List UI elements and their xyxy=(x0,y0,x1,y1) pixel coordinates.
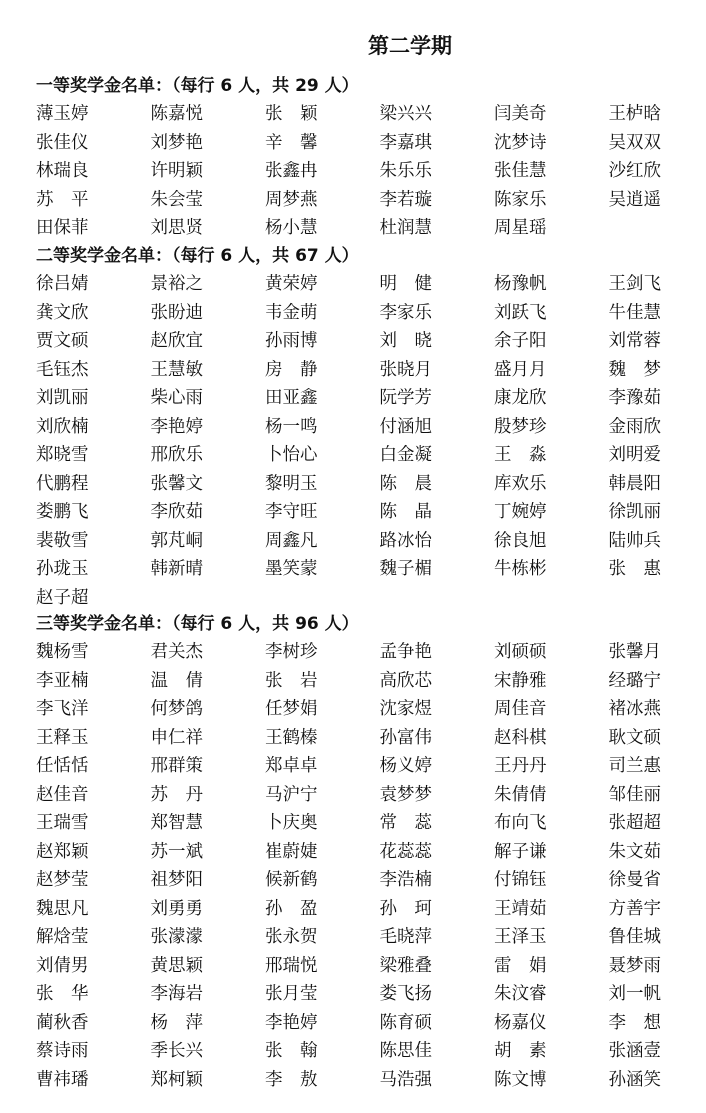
student-name: 闫美奇 xyxy=(494,104,547,124)
student-name: 宋静雅 xyxy=(494,670,547,691)
student-name: 丁婉婷 xyxy=(494,502,547,522)
student-name: 柴心雨 xyxy=(150,388,203,408)
name-row xyxy=(36,356,706,385)
section-second-prize xyxy=(36,242,706,612)
student-name: 袁梦梦 xyxy=(379,784,432,805)
student-name: 张永贺 xyxy=(265,927,318,947)
student-name: 赵郑颖 xyxy=(36,841,89,862)
student-name: 沈梦诗 xyxy=(494,132,547,153)
student-name: 付锦钰 xyxy=(494,870,547,890)
student-name: 吴逍遥 xyxy=(608,189,661,210)
student-name: 李若璇 xyxy=(379,189,432,210)
student-name: 方善宇 xyxy=(608,898,661,919)
name-row xyxy=(36,584,706,613)
student-name: 温 倩 xyxy=(150,670,203,691)
student-name: 韦金萌 xyxy=(265,302,318,323)
student-name: 朱文茹 xyxy=(608,841,661,862)
student-name: 沈家煜 xyxy=(379,699,432,719)
student-name: 朱倩倩 xyxy=(494,784,547,805)
student-name: 裴敬雪 xyxy=(36,530,89,551)
student-name: 曹祎璠 xyxy=(36,1069,89,1090)
student-name: 张 华 xyxy=(36,984,89,1004)
student-name: 杨 萍 xyxy=(150,1012,203,1033)
name-row xyxy=(36,214,706,243)
student-name: 李树珍 xyxy=(265,642,318,662)
student-name: 李浩楠 xyxy=(379,870,432,890)
student-name: 黄思颖 xyxy=(150,955,203,976)
student-name: 刘欣楠 xyxy=(36,416,89,437)
student-name: 邢欣乐 xyxy=(150,445,203,465)
name-list xyxy=(36,638,706,1094)
student-name: 王鹤榛 xyxy=(265,727,318,748)
student-name: 郭芃峒 xyxy=(150,530,203,551)
student-name: 苏一斌 xyxy=(150,841,203,862)
student-name: 魏子楣 xyxy=(379,559,432,579)
student-name: 田保菲 xyxy=(36,218,89,238)
student-name: 苏 平 xyxy=(36,189,89,210)
name-row xyxy=(36,413,706,442)
page-title: 第二学期 xyxy=(368,34,452,58)
student-name: 张 惠 xyxy=(608,559,661,579)
student-name: 杨小慧 xyxy=(265,218,318,238)
name-row xyxy=(36,299,706,328)
student-name: 君关杰 xyxy=(150,642,203,662)
name-row xyxy=(36,1066,706,1095)
student-name: 蔡诗雨 xyxy=(36,1041,89,1061)
student-name: 娄鹏飞 xyxy=(36,502,89,522)
student-name: 褚冰燕 xyxy=(608,699,661,719)
student-name: 马浩强 xyxy=(379,1069,432,1090)
student-name: 王瑞雪 xyxy=(36,813,89,833)
student-name: 沙红欣 xyxy=(608,161,661,181)
student-name: 殷梦珍 xyxy=(494,416,547,437)
student-name: 王泽玉 xyxy=(494,927,547,947)
student-name: 邹佳丽 xyxy=(608,784,661,805)
student-name: 邢群策 xyxy=(150,756,203,776)
section-heading: 二等奖学金名单：（每行 6 人，共 67 人） xyxy=(36,246,359,266)
student-name: 景裕之 xyxy=(150,274,203,294)
student-name: 刘梦艳 xyxy=(150,132,203,153)
student-name: 余子阳 xyxy=(494,331,547,351)
student-name: 付涵旭 xyxy=(379,416,432,437)
student-name: 祖梦阳 xyxy=(150,870,203,890)
student-name: 孙富伟 xyxy=(379,727,432,748)
student-name: 张 翰 xyxy=(265,1041,318,1061)
student-name: 刘硕硕 xyxy=(494,642,547,662)
student-name: 李家乐 xyxy=(379,302,432,323)
student-name: 郑智慧 xyxy=(150,813,203,833)
student-name: 王慧敏 xyxy=(150,359,203,380)
student-name: 黄荣婷 xyxy=(265,274,318,294)
student-name: 王丹丹 xyxy=(494,756,547,776)
student-name: 龚文欣 xyxy=(36,302,89,323)
student-name: 张馨月 xyxy=(608,642,661,662)
student-name: 孙 珂 xyxy=(379,898,432,919)
student-name: 刘一帆 xyxy=(608,984,661,1004)
student-name: 盛月月 xyxy=(494,359,547,380)
student-name: 刘勇勇 xyxy=(150,898,203,919)
student-name: 陈文博 xyxy=(494,1069,547,1090)
student-name: 张 岩 xyxy=(265,670,318,691)
student-name: 郑卓卓 xyxy=(265,756,318,776)
student-name: 蔺秋香 xyxy=(36,1012,89,1033)
student-name: 朱汶睿 xyxy=(494,984,547,1004)
section-heading: 三等奖学金名单：（每行 6 人，共 96 人） xyxy=(36,614,359,634)
section-first-prize xyxy=(36,72,706,243)
student-name: 花蕊蕊 xyxy=(379,841,432,862)
student-name: 毛晓萍 xyxy=(379,927,432,947)
student-name: 张月莹 xyxy=(265,984,318,1004)
student-name: 许明颖 xyxy=(150,161,203,181)
name-row xyxy=(36,923,706,952)
student-name: 王剑飞 xyxy=(608,274,661,294)
student-name: 梁雅叠 xyxy=(379,955,432,976)
student-name: 张涵壹 xyxy=(608,1041,661,1061)
student-name: 赵欣宜 xyxy=(150,331,203,351)
name-row xyxy=(36,527,706,556)
name-row xyxy=(36,838,706,867)
student-name: 赵子超 xyxy=(36,587,89,608)
student-name: 何梦鸽 xyxy=(150,699,203,719)
student-name: 刘 晓 xyxy=(379,331,432,351)
name-row xyxy=(36,441,706,470)
student-name: 毛钰杰 xyxy=(36,359,89,380)
name-row xyxy=(36,1037,706,1066)
student-name: 吴双双 xyxy=(608,132,661,153)
student-name: 牛栋彬 xyxy=(494,559,547,579)
name-row xyxy=(36,895,706,924)
student-name: 李海岩 xyxy=(150,984,203,1004)
student-name: 康龙欣 xyxy=(494,388,547,408)
student-name: 耿文硕 xyxy=(608,727,661,748)
student-name: 赵佳音 xyxy=(36,784,89,805)
student-name: 李豫茹 xyxy=(608,388,661,408)
student-name: 刘明爱 xyxy=(608,445,661,465)
student-name: 李嘉琪 xyxy=(379,132,432,153)
name-row xyxy=(36,695,706,724)
student-name: 白金凝 xyxy=(379,445,432,465)
student-name: 张馨文 xyxy=(150,473,203,494)
student-name: 季长兴 xyxy=(150,1041,203,1061)
student-name: 库欢乐 xyxy=(494,473,547,494)
name-row xyxy=(36,327,706,356)
student-name: 布向飞 xyxy=(494,813,547,833)
student-name: 崔蔚婕 xyxy=(265,841,318,862)
student-name: 陈嘉悦 xyxy=(150,104,203,124)
student-name: 任梦娟 xyxy=(265,699,318,719)
student-name: 李飞洋 xyxy=(36,699,89,719)
student-name: 娄飞扬 xyxy=(379,984,432,1004)
student-name: 邢瑞悦 xyxy=(265,955,318,976)
student-name: 王栌晗 xyxy=(608,104,661,124)
student-name: 高欣芯 xyxy=(379,670,432,691)
student-name: 杜润慧 xyxy=(379,218,432,238)
student-name: 薄玉婷 xyxy=(36,104,89,124)
student-name: 陈家乐 xyxy=(494,189,547,210)
name-row xyxy=(36,1009,706,1038)
name-row xyxy=(36,186,706,215)
name-row xyxy=(36,555,706,584)
student-name: 张超超 xyxy=(608,813,661,833)
student-name: 张濛濛 xyxy=(150,927,203,947)
student-name: 贾文硕 xyxy=(36,331,89,351)
student-name: 阮学芳 xyxy=(379,388,432,408)
name-row xyxy=(36,781,706,810)
student-name: 常 蕊 xyxy=(379,813,432,833)
student-name: 孙 盈 xyxy=(265,898,318,919)
student-name: 徐良旭 xyxy=(494,530,547,551)
student-name: 郑柯颖 xyxy=(150,1069,203,1090)
name-row xyxy=(36,384,706,413)
student-name: 明 健 xyxy=(379,274,432,294)
name-row xyxy=(36,809,706,838)
student-name: 赵科棋 xyxy=(494,727,547,748)
name-row xyxy=(36,667,706,696)
student-name: 周鑫凡 xyxy=(265,530,318,551)
student-name: 周星瑶 xyxy=(494,218,547,238)
name-row xyxy=(36,470,706,499)
name-row xyxy=(36,952,706,981)
student-name: 孟争艳 xyxy=(379,642,432,662)
student-name: 刘常蓉 xyxy=(608,331,661,351)
student-name: 杨豫帆 xyxy=(494,274,547,294)
student-name: 经璐宁 xyxy=(608,670,661,691)
student-name: 杨义婷 xyxy=(379,756,432,776)
student-name: 魏思凡 xyxy=(36,898,89,919)
student-name: 张晓月 xyxy=(379,359,432,380)
student-name: 赵梦莹 xyxy=(36,870,89,890)
student-name: 李 想 xyxy=(608,1012,661,1033)
student-name: 司兰惠 xyxy=(608,756,661,776)
student-name: 申仁祥 xyxy=(150,727,203,748)
student-name: 鲁佳城 xyxy=(608,927,661,947)
name-list xyxy=(36,100,706,243)
student-name: 李欣茹 xyxy=(150,502,203,522)
section-third-prize xyxy=(36,610,706,1094)
student-name: 李亚楠 xyxy=(36,670,89,691)
student-name: 路冰怡 xyxy=(379,530,432,551)
student-name: 任恬恬 xyxy=(36,756,89,776)
student-name: 陈 晶 xyxy=(379,502,432,522)
student-name: 王释玉 xyxy=(36,727,89,748)
student-name: 张鑫冉 xyxy=(265,161,318,181)
student-name: 张佳慧 xyxy=(494,161,547,181)
name-row xyxy=(36,724,706,753)
student-name: 周佳音 xyxy=(494,699,547,719)
student-name: 朱乐乐 xyxy=(379,161,432,181)
student-name: 韩新晴 xyxy=(150,559,203,579)
name-row xyxy=(36,157,706,186)
student-name: 魏 梦 xyxy=(608,359,661,380)
student-name: 梁兴兴 xyxy=(379,104,432,124)
student-name: 韩晨阳 xyxy=(608,473,661,494)
student-name: 陈育硕 xyxy=(379,1012,432,1033)
student-name: 苏 丹 xyxy=(150,784,203,805)
section-heading: 一等奖学金名单：（每行 6 人，共 29 人） xyxy=(36,76,359,96)
student-name: 李艳婷 xyxy=(150,416,203,437)
student-name: 王 淼 xyxy=(494,445,547,465)
student-name: 解子谦 xyxy=(494,841,547,862)
name-row xyxy=(36,980,706,1009)
student-name: 候新鹤 xyxy=(265,870,318,890)
student-name: 解焓莹 xyxy=(36,927,89,947)
student-name: 徐凯丽 xyxy=(608,502,661,522)
student-name: 雷 娟 xyxy=(494,955,547,976)
student-name: 卜庆奥 xyxy=(265,813,318,833)
student-name: 徐曼省 xyxy=(608,870,661,890)
student-name: 孙雨博 xyxy=(265,331,318,351)
student-name: 陈 晨 xyxy=(379,473,432,494)
student-name: 刘跃飞 xyxy=(494,302,547,323)
student-name: 黎明玉 xyxy=(265,473,318,494)
student-name: 聂梦雨 xyxy=(608,955,661,976)
student-name: 辛 馨 xyxy=(265,132,318,153)
name-row xyxy=(36,638,706,667)
name-row xyxy=(36,498,706,527)
student-name: 魏杨雪 xyxy=(36,642,89,662)
student-name: 刘倩男 xyxy=(36,955,89,976)
student-name: 代鹏程 xyxy=(36,473,89,494)
student-name: 刘凯丽 xyxy=(36,388,89,408)
student-name: 杨嘉仪 xyxy=(494,1012,547,1033)
student-name: 朱会莹 xyxy=(150,189,203,210)
student-name: 房 静 xyxy=(265,359,318,380)
name-row xyxy=(36,866,706,895)
student-name: 郑晓雪 xyxy=(36,445,89,465)
student-name: 胡 素 xyxy=(494,1041,547,1061)
student-name: 孙珑玉 xyxy=(36,559,89,579)
student-name: 周梦燕 xyxy=(265,189,318,210)
student-name: 王靖茹 xyxy=(494,898,547,919)
student-name: 孙涵笑 xyxy=(608,1069,661,1090)
student-name: 李守旺 xyxy=(265,502,318,522)
student-name: 牛佳慧 xyxy=(608,302,661,323)
student-name: 林瑞良 xyxy=(36,161,89,181)
name-row xyxy=(36,129,706,158)
student-name: 陈思佳 xyxy=(379,1041,432,1061)
student-name: 刘思贤 xyxy=(150,218,203,238)
student-name: 李艳婷 xyxy=(265,1012,318,1033)
student-name: 马沪宁 xyxy=(265,784,318,805)
student-name: 张盼迪 xyxy=(150,302,203,323)
student-name: 卜怡心 xyxy=(265,445,318,465)
name-row xyxy=(36,100,706,129)
student-name: 张 颖 xyxy=(265,104,318,124)
student-name: 徐吕婧 xyxy=(36,274,89,294)
student-name: 杨一鸣 xyxy=(265,416,318,437)
student-name: 金雨欣 xyxy=(608,416,661,437)
student-name: 李 敖 xyxy=(265,1069,318,1090)
student-name: 田亚鑫 xyxy=(265,388,318,408)
student-name: 墨笑蒙 xyxy=(265,559,318,579)
name-list xyxy=(36,270,706,612)
name-row xyxy=(36,752,706,781)
student-name: 张佳仪 xyxy=(36,132,89,153)
name-row xyxy=(36,270,706,299)
student-name: 陆帅兵 xyxy=(608,530,661,551)
